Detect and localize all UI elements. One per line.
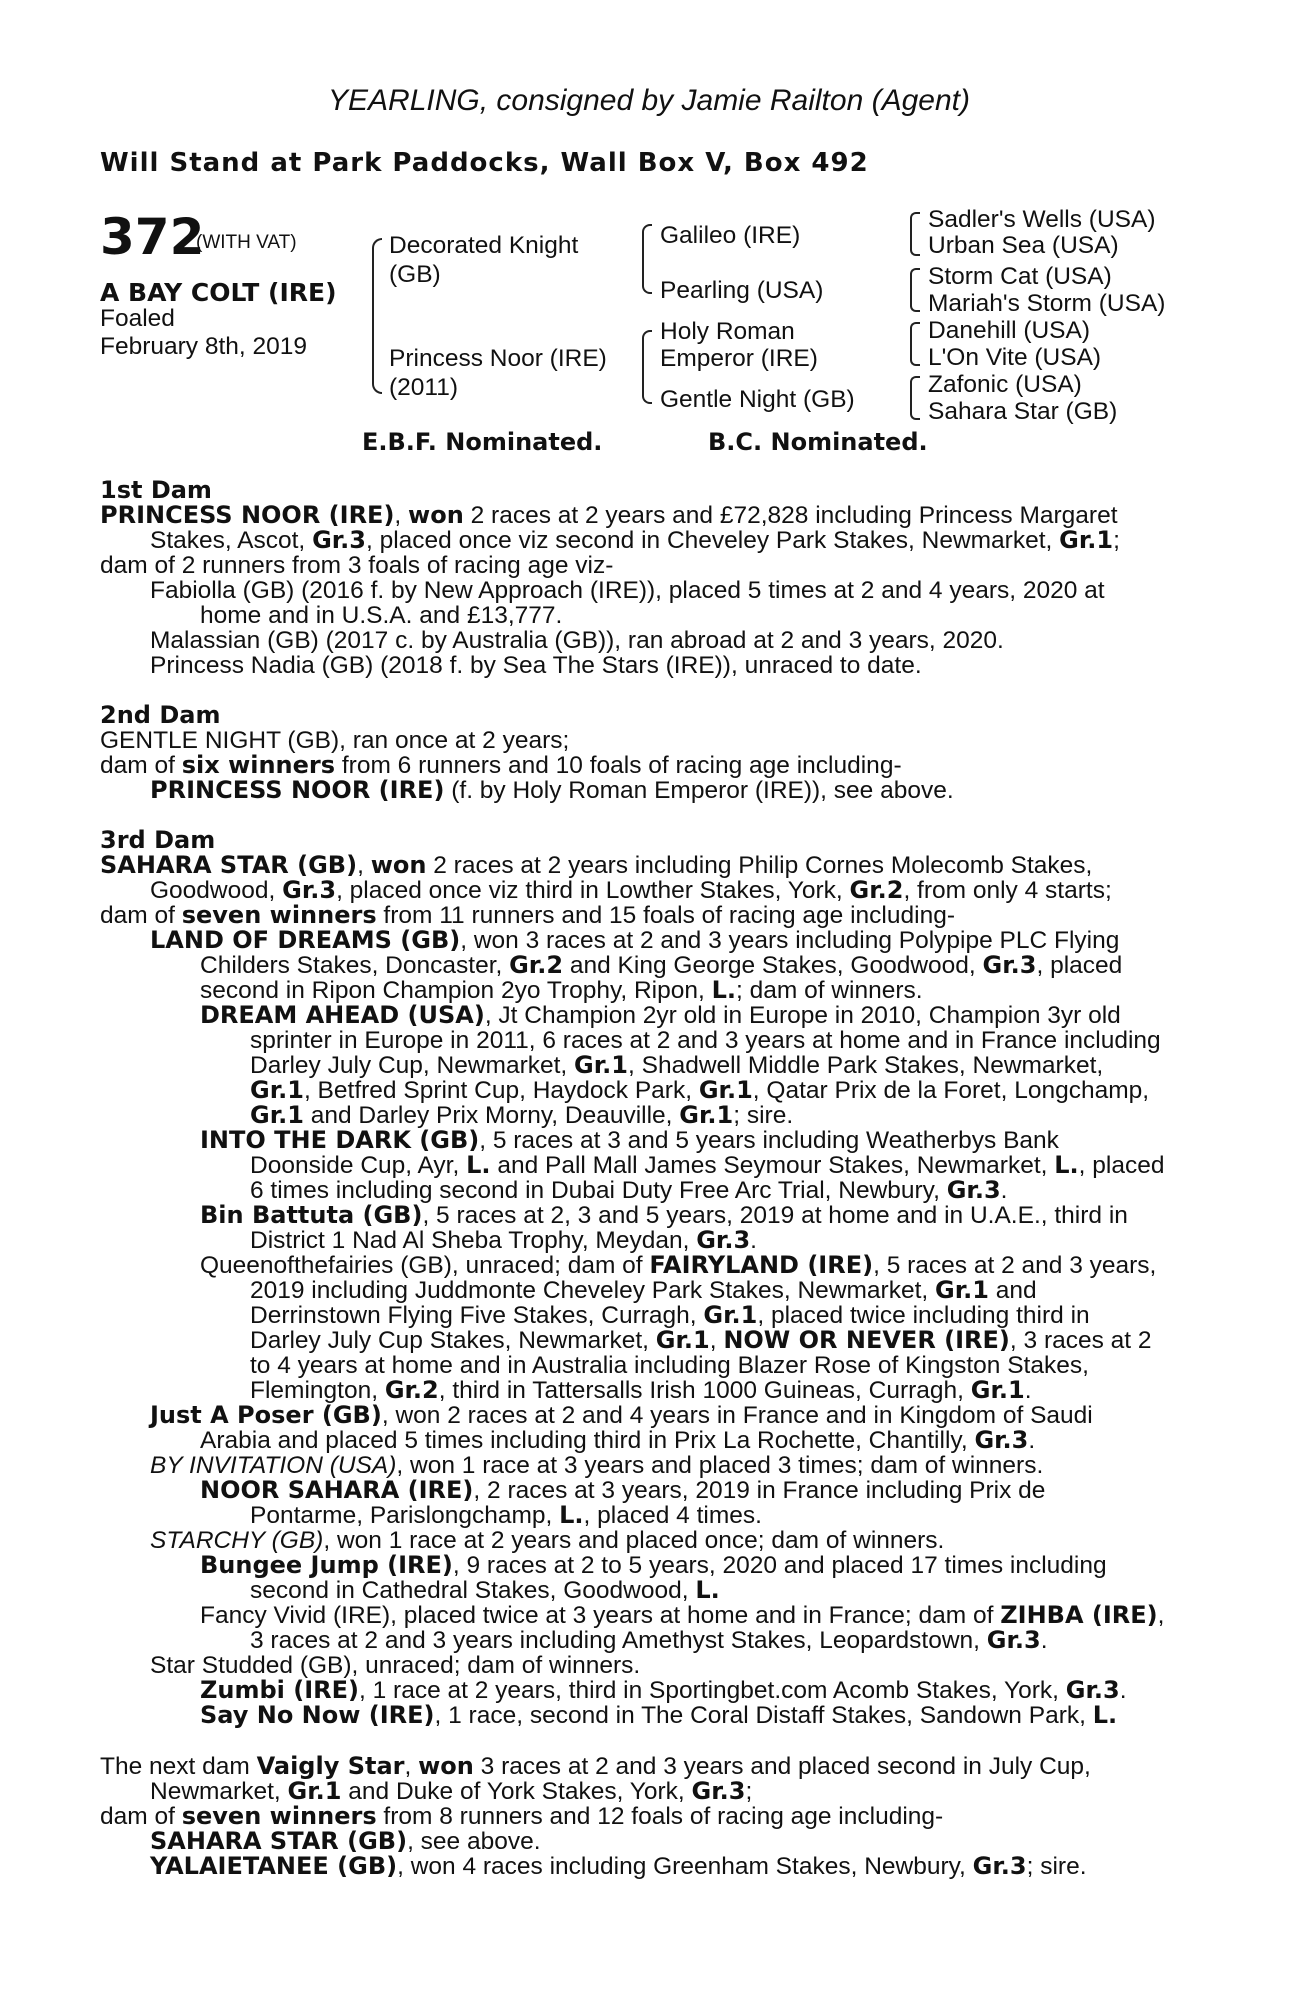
second-dam-line: GENTLE NIGHT (GB), ran once at 2 years; bbox=[100, 727, 570, 754]
pedigree-text-line: to 4 years at home and in Australia including Blazer Rose of Kingston Stakes, bbox=[250, 1352, 1089, 1379]
pedigree-text-line: 2019 including Juddmonte Cheveley Park Stakes, Newmarket, Gr.1 and bbox=[250, 1276, 1037, 1304]
second-dam-line: PRINCESS NOOR (IRE) (f. by Holy Roman Emperor (IRE)), see above. bbox=[150, 776, 954, 804]
pedigree-text-line: Fancy Vivid (IRE), placed twice at 3 years at home and in France; dam of ZIHBA (IRE), bbox=[200, 1601, 1165, 1629]
pedigree-gen2: Gentle Night (GB) bbox=[660, 386, 855, 413]
pedigree-text-line: District 1 Nad Al Sheba Trophy, Meydan, Gr.3. bbox=[250, 1226, 757, 1254]
won-label: won bbox=[408, 501, 464, 529]
pedigree-text-line: Childers Stakes, Doncaster, Gr.2 and King George Stakes, Goodwood, Gr.3, placed bbox=[200, 951, 1123, 979]
foaled-label: Foaled bbox=[100, 305, 175, 332]
pedigree-brace-1 bbox=[910, 212, 920, 256]
pedigree-text-line: NOOR SAHARA (IRE), 2 races at 3 years, 2019 in France including Prix de bbox=[200, 1476, 1046, 1504]
pedigree-gen2: Holy Roman bbox=[660, 318, 795, 345]
pedigree-text-line: 6 times including second in Dubai Duty Free Arc Trial, Newbury, Gr.3. bbox=[250, 1176, 1008, 1204]
page-title: YEARLING, consigned by Jamie Railton (Agent) bbox=[328, 84, 970, 117]
pedigree-gen2: Galileo (IRE) bbox=[660, 222, 801, 249]
pedigree-dam: Princess Noor (IRE) bbox=[389, 345, 607, 372]
pedigree-brace-main bbox=[372, 238, 382, 394]
first-dam-line: dam of 2 runners from 3 foals of racing age viz- bbox=[100, 552, 614, 579]
pedigree-text-line: Bungee Jump (IRE), 9 races at 2 to 5 years, 2020 and placed 17 times including bbox=[200, 1551, 1107, 1579]
pedigree-text-line: Bin Battuta (GB), 5 races at 2, 3 and 5 years, 2019 at home and in U.A.E., third in bbox=[200, 1201, 1128, 1229]
pedigree-text-line: 3 races at 2 and 3 years including Amethyst Stakes, Leopardstown, Gr.3. bbox=[250, 1626, 1048, 1654]
pedigree-text-line: LAND OF DREAMS (GB), won 3 races at 2 and 3 years including Polypipe PLC Flying bbox=[150, 926, 1120, 954]
pedigree-text-line: second in Ripon Champion 2yo Trophy, Ripon, L.; dam of winners. bbox=[200, 976, 923, 1004]
pedigree-text-line: sprinter in Europe in 2011, 6 races at 2 and 3 years at home and in France including bbox=[250, 1027, 1161, 1054]
first-dam-line: Stakes, Ascot, Gr.3, placed once viz second in Cheveley Park Stakes, Newmarket, Gr.1; bbox=[150, 526, 1120, 554]
pedigree-text-line: dam of seven winners from 8 runners and 12 foals of racing age including- bbox=[100, 1802, 944, 1830]
pedigree-text-line: Gr.1 and Darley Prix Morny, Deauville, Gr.1; sire. bbox=[250, 1101, 794, 1129]
pedigree-brace-sire bbox=[642, 224, 652, 294]
pedigree-gen3: Urban Sea (USA) bbox=[928, 232, 1119, 259]
pedigree-brace-2 bbox=[910, 268, 920, 312]
foaled-date: February 8th, 2019 bbox=[100, 333, 308, 360]
first-dam-produce: home and in U.S.A. and £13,777. bbox=[200, 602, 563, 629]
bc-nominated: B.C. Nominated. bbox=[708, 428, 928, 456]
dam-name: PRINCESS NOOR (IRE) bbox=[100, 501, 395, 529]
pedigree-text-line: Darley July Cup Stakes, Newmarket, Gr.1, NOW OR NEVER (IRE), 3 races at 2 bbox=[250, 1326, 1152, 1354]
pedigree-gen3: Sadler's Wells (USA) bbox=[928, 206, 1156, 233]
pedigree-gen3: Danehill (USA) bbox=[928, 317, 1091, 344]
first-dam-produce: Princess Nadia (GB) (2018 f. by Sea The Stars (IRE)), unraced to date. bbox=[150, 652, 922, 679]
pedigree-text-line: dam of seven winners from 11 runners and 15 foals of racing age including- bbox=[100, 901, 955, 929]
pedigree-sire: Decorated Knight bbox=[389, 232, 579, 259]
pedigree-gen3: Storm Cat (USA) bbox=[928, 263, 1112, 290]
lot-description: A BAY COLT (IRE) bbox=[100, 278, 337, 307]
first-dam-line: PRINCESS NOOR (IRE), won 2 races at 2 years and £72,828 including Princess Margaret bbox=[100, 501, 1118, 529]
pedigree-gen3: Zafonic (USA) bbox=[928, 371, 1082, 398]
pedigree-text-line: Doonside Cup, Ayr, L. and Pall Mall James Seymour Stakes, Newmarket, L., placed bbox=[250, 1151, 1165, 1179]
third-dam-heading: 3rd Dam bbox=[100, 826, 216, 854]
pedigree-text-line: Say No Now (IRE), 1 race, second in The Coral Distaff Stakes, Sandown Park, L. bbox=[200, 1701, 1118, 1729]
pedigree-brace-4 bbox=[910, 376, 920, 420]
stand-location: Will Stand at Park Paddocks, Wall Box V, Box 492 bbox=[100, 148, 869, 178]
pedigree-brace-3 bbox=[910, 322, 920, 366]
pedigree-text-line: Zumbi (IRE), 1 race at 2 years, third in Sportingbet.com Acomb Stakes, York, Gr.3. bbox=[200, 1676, 1127, 1704]
pedigree-gen2: Emperor (IRE) bbox=[660, 345, 818, 372]
pedigree-text-line: SAHARA STAR (GB), see above. bbox=[150, 1827, 541, 1855]
first-dam-produce: Fabiolla (GB) (2016 f. by New Approach (IRE)), placed 5 times at 2 and 4 years, 2020 at bbox=[150, 577, 1105, 604]
pedigree-gen3: Sahara Star (GB) bbox=[928, 398, 1118, 425]
pedigree-text-line: second in Cathedral Stakes, Goodwood, L. bbox=[250, 1576, 720, 1604]
pedigree-text-line: Pontarme, Parislongchamp, L., placed 4 times. bbox=[250, 1501, 762, 1529]
pedigree-text-line: Queenofthefairies (GB), unraced; dam of FAIRYLAND (IRE), 5 races at 2 and 3 years, bbox=[200, 1251, 1157, 1279]
pedigree-text-line: DREAM AHEAD (USA), Jt Champion 2yr old in Europe in 2010, Champion 3yr old bbox=[200, 1001, 1121, 1029]
pedigree-text-line: Derrinstown Flying Five Stakes, Curragh, Gr.1, placed twice including third in bbox=[250, 1301, 1090, 1329]
pedigree-text-line: The next dam Vaigly Star, won 3 races at 2 and 3 years and placed second in July Cup, bbox=[100, 1752, 1091, 1780]
pedigree-gen3: Mariah's Storm (USA) bbox=[928, 290, 1166, 317]
pedigree-text-line: Goodwood, Gr.3, placed once viz third in Lowther Stakes, York, Gr.2, from only 4 starts; bbox=[150, 876, 1112, 904]
pedigree-text-line: STARCHY (GB), won 1 race at 2 years and placed once; dam of winners. bbox=[150, 1527, 945, 1554]
pedigree-text-line: Star Studded (GB), unraced; dam of winners. bbox=[150, 1652, 641, 1679]
pedigree-brace-dam bbox=[642, 330, 652, 404]
pedigree-text-line: SAHARA STAR (GB), won 2 races at 2 years including Philip Cornes Molecomb Stakes, bbox=[100, 851, 1093, 879]
first-dam-produce: Malassian (GB) (2017 c. by Australia (GB)), ran abroad at 2 and 3 years, 2020. bbox=[150, 627, 1004, 654]
pedigree-gen2: Pearling (USA) bbox=[660, 277, 824, 304]
pedigree-text-line: Flemington, Gr.2, third in Tattersalls Irish 1000 Guineas, Curragh, Gr.1. bbox=[250, 1376, 1032, 1404]
pedigree-text-line: Darley July Cup, Newmarket, Gr.1, Shadwell Middle Park Stakes, Newmarket, bbox=[250, 1051, 1104, 1079]
pedigree-sire-origin: (GB) bbox=[389, 261, 441, 288]
vat-label: (WITH VAT) bbox=[196, 232, 297, 253]
pedigree-gen3: L'On Vite (USA) bbox=[928, 344, 1102, 371]
second-dam-line: dam of six winners from 6 runners and 10 foals of racing age including- bbox=[100, 751, 902, 779]
ebf-nominated: E.B.F. Nominated. bbox=[362, 428, 603, 456]
first-dam-heading: 1st Dam bbox=[100, 476, 212, 504]
pedigree-text-line: Gr.1, Betfred Sprint Cup, Haydock Park, Gr.1, Qatar Prix de la Foret, Longchamp, bbox=[250, 1076, 1150, 1104]
pedigree-text-line: Just A Poser (GB), won 2 races at 2 and 4 years in France and in Kingdom of Saudi bbox=[150, 1401, 1093, 1429]
lot-number: 372 bbox=[100, 208, 205, 266]
pedigree-dam-year: (2011) bbox=[389, 374, 459, 401]
pedigree-text-line: Arabia and placed 5 times including third in Prix La Rochette, Chantilly, Gr.3. bbox=[200, 1426, 1036, 1454]
pedigree-text-line: BY INVITATION (USA), won 1 race at 3 years and placed 3 times; dam of winners. bbox=[150, 1452, 1044, 1479]
second-dam-heading: 2nd Dam bbox=[100, 701, 221, 729]
pedigree-text-line: Newmarket, Gr.1 and Duke of York Stakes, York, Gr.3; bbox=[150, 1777, 753, 1805]
pedigree-text-line: YALAIETANEE (GB), won 4 races including Greenham Stakes, Newbury, Gr.3; sire. bbox=[150, 1852, 1087, 1880]
pedigree-text-line: INTO THE DARK (GB), 5 races at 3 and 5 years including Weatherbys Bank bbox=[200, 1126, 1059, 1154]
